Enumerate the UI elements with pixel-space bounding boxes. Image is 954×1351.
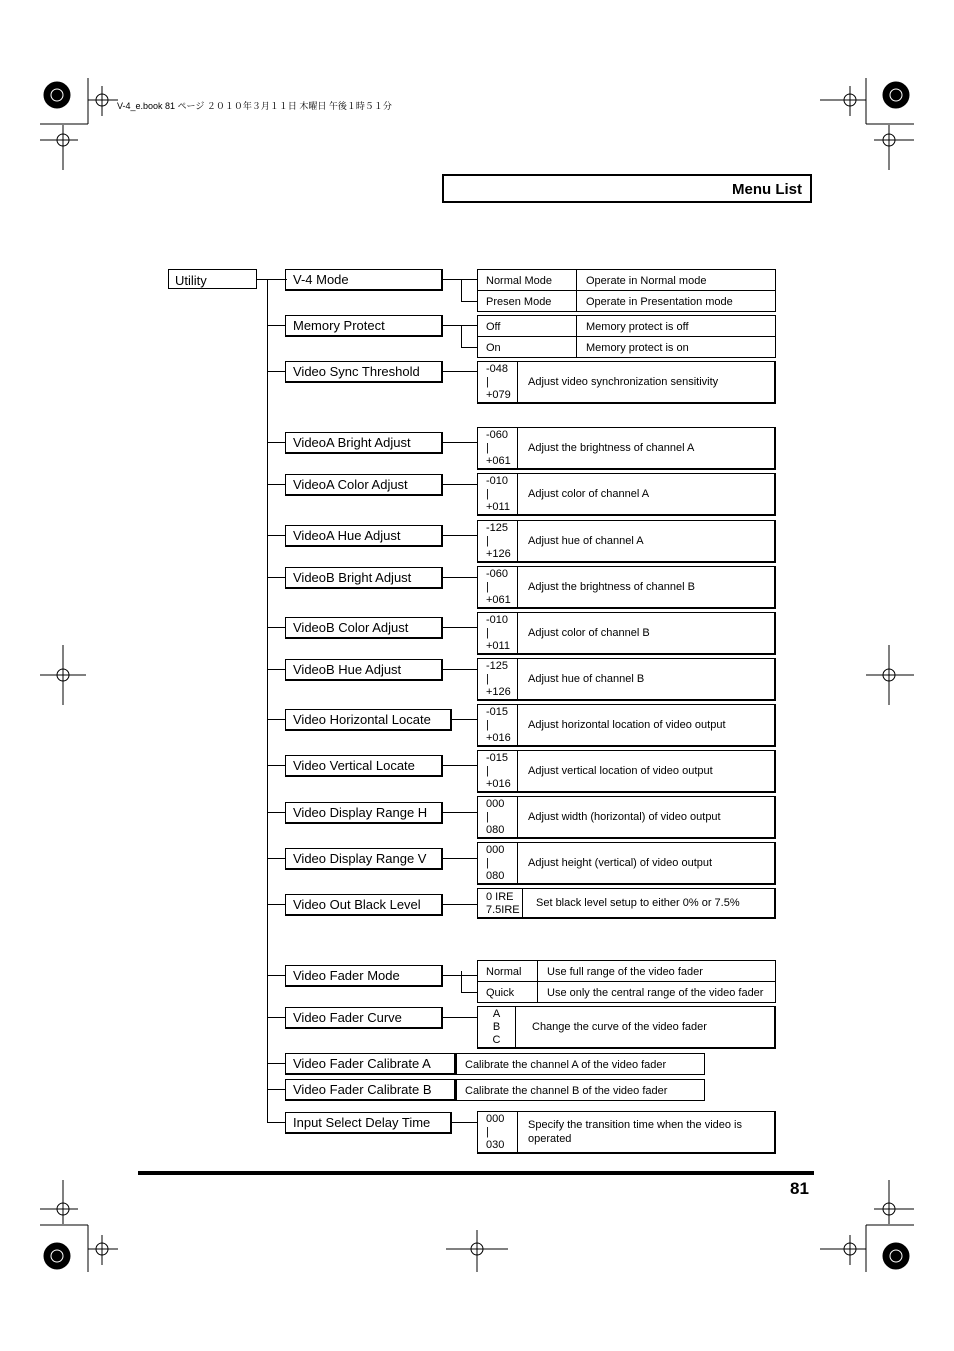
menu-item: Video Fader Calibrate B (285, 1079, 456, 1101)
range-values (478, 474, 518, 514)
range-value: +126 (486, 548, 511, 560)
range-values (478, 843, 518, 883)
option-value: Quick (486, 987, 515, 999)
range-description: Adjust video synchronization sensitivity (528, 376, 719, 388)
range-description: Adjust hue of channel B (528, 673, 645, 685)
menu-item: Video Vertical Locate (285, 755, 443, 777)
range-connector (443, 1017, 477, 1018)
option-divider (537, 982, 538, 1002)
range-values (478, 1112, 518, 1152)
range-values (478, 362, 518, 402)
option-connector (461, 347, 477, 348)
branch-connector (267, 371, 285, 372)
branch-connector (267, 1122, 285, 1123)
option-value: Presen Mode (486, 296, 552, 308)
option-row (477, 960, 776, 982)
option-connector (461, 971, 462, 992)
section-title-box (442, 174, 812, 203)
menu-item: VideoA Hue Adjust (285, 525, 443, 547)
range-value: C (492, 1034, 501, 1046)
range-value: +126 (486, 686, 511, 698)
range-connector (443, 577, 477, 578)
calibrate-description-box (456, 1053, 705, 1075)
range-value: +079 (486, 389, 511, 401)
branch-connector (267, 1017, 285, 1018)
range-box (477, 658, 776, 701)
section-title: Menu List (732, 181, 802, 198)
range-value: | (486, 627, 489, 639)
range-value: 0 IRE (486, 891, 514, 903)
option-connector (443, 279, 477, 280)
option-connector (461, 325, 462, 347)
range-value: | (486, 673, 489, 685)
range-value: 030 (486, 1139, 505, 1151)
range-box (477, 361, 776, 404)
menu-item: Video Display Range H (285, 802, 443, 824)
range-value: -010 (486, 475, 509, 487)
menu-item: Video Horizontal Locate (285, 709, 452, 731)
range-values (478, 613, 518, 653)
branch-connector (267, 535, 285, 536)
tree-trunk (267, 279, 268, 1122)
range-value: -015 (486, 706, 509, 718)
range-value: -060 (486, 568, 509, 580)
range-value: 080 (486, 824, 505, 836)
range-box (477, 520, 776, 563)
menu-item: VideoB Hue Adjust (285, 659, 443, 681)
menu-item: V-4 Mode (285, 269, 443, 291)
branch-connector (267, 904, 285, 905)
range-description: Set black level setup to either 0% or 7.5% (536, 897, 740, 909)
range-description: Adjust color of channel A (528, 488, 650, 500)
range-box (477, 427, 776, 470)
range-value: | (486, 719, 489, 731)
page-number: 81 (790, 1179, 809, 1198)
range-description: Adjust color of channel B (528, 627, 650, 639)
option-connector (461, 279, 462, 301)
branch-connector (267, 719, 285, 720)
range-value: | (486, 376, 489, 388)
range-value: -125 (486, 522, 509, 534)
range-connector (452, 1122, 477, 1123)
print-header: V-4_e.book 81 ページ ２０１０年３月１１日 木曜日 午後１時５１分 (117, 101, 392, 111)
range-value: -125 (486, 660, 509, 672)
range-value: +011 (486, 640, 510, 652)
range-value: | (486, 857, 489, 869)
menu-item: Video Fader Calibrate A (285, 1053, 456, 1075)
range-value: +016 (486, 732, 511, 744)
range-description: Adjust the brightness of channel A (528, 442, 695, 454)
option-divider (576, 291, 577, 311)
branch-connector (267, 1063, 285, 1064)
option-description: Memory protect is off (586, 321, 689, 333)
range-box (477, 1111, 776, 1154)
menu-item: Input Select Delay Time (285, 1112, 452, 1134)
range-value: +061 (486, 594, 511, 606)
option-row (477, 290, 776, 312)
range-value: B (492, 1021, 501, 1033)
branch-connector (267, 627, 285, 628)
range-value: -060 (486, 429, 509, 441)
range-description: Adjust the brightness of channel B (528, 581, 695, 593)
range-value: -048 (486, 363, 509, 375)
option-divider (537, 961, 538, 981)
range-box (477, 612, 776, 655)
menu-item: Video Fader Mode (285, 965, 443, 987)
range-values (478, 797, 518, 837)
range-box (477, 842, 776, 885)
range-value: | (486, 442, 489, 454)
range-box (477, 888, 776, 919)
calibrate-description-box (456, 1079, 705, 1101)
range-value: 000 (486, 798, 505, 810)
menu-item: VideoA Color Adjust (285, 474, 443, 496)
range-value: 7.5IRE (486, 904, 520, 916)
range-box (477, 1006, 776, 1049)
option-description: Use only the central range of the video fader (547, 987, 764, 999)
range-values (478, 705, 518, 745)
range-values (478, 659, 518, 699)
option-row (477, 981, 776, 1003)
option-divider (576, 270, 577, 290)
menu-item: VideoB Color Adjust (285, 617, 443, 639)
branch-connector (267, 325, 285, 326)
calibrate-description: Calibrate the channel B of the video fader (465, 1085, 668, 1097)
range-value: 000 (486, 844, 505, 856)
option-connector (443, 325, 477, 326)
menu-item: Memory Protect (285, 315, 443, 337)
option-connector (461, 992, 477, 993)
option-description: Use full range of the video fader (547, 966, 703, 978)
range-connector (443, 535, 477, 536)
option-description: Operate in Normal mode (586, 275, 707, 287)
range-value: +011 (486, 501, 510, 513)
range-value: | (486, 765, 489, 777)
range-connector (443, 442, 477, 443)
range-value: 000 (486, 1113, 505, 1125)
menu-item: VideoA Bright Adjust (285, 432, 443, 454)
menu-item: VideoB Bright Adjust (285, 567, 443, 589)
option-description: Operate in Presentation mode (586, 296, 733, 308)
range-connector (443, 904, 477, 905)
branch-connector (267, 279, 285, 280)
range-value: A (492, 1008, 501, 1020)
option-value: Normal (486, 966, 522, 978)
range-description: Adjust vertical location of video output (528, 765, 713, 777)
range-description: Adjust horizontal location of video output (528, 719, 726, 731)
branch-connector (267, 1089, 285, 1090)
range-connector (443, 484, 477, 485)
option-divider (576, 316, 577, 336)
option-value: On (486, 342, 501, 354)
range-box (477, 750, 776, 793)
branch-connector (267, 669, 285, 670)
branch-connector (267, 812, 285, 813)
option-row (477, 315, 776, 337)
range-values (478, 1007, 516, 1047)
range-values (478, 751, 518, 791)
menu-root-utility: Utility (168, 269, 257, 289)
range-values (478, 428, 518, 468)
option-value: Off (486, 321, 501, 333)
branch-connector (267, 858, 285, 859)
range-value: 080 (486, 870, 505, 882)
footer-rule (138, 1171, 814, 1175)
range-box (477, 566, 776, 609)
range-value: | (486, 581, 489, 593)
range-description: Adjust hue of channel A (528, 535, 644, 547)
range-value: -015 (486, 752, 509, 764)
range-description: Specify the transition time when the video is operated (528, 1119, 743, 1145)
range-connector (443, 627, 477, 628)
option-description: Memory protect is on (586, 342, 689, 354)
range-value: | (486, 1126, 489, 1138)
menu-item: Video Sync Threshold (285, 361, 443, 383)
range-connector (443, 765, 477, 766)
range-description: Change the curve of the video fader (532, 1021, 707, 1033)
range-value: | (486, 488, 489, 500)
range-values (478, 889, 523, 917)
option-value: Normal Mode (486, 275, 553, 287)
range-description: Adjust width (horizontal) of video output (528, 811, 721, 823)
branch-connector (267, 765, 285, 766)
range-value: -010 (486, 614, 509, 626)
range-connector (443, 858, 477, 859)
branch-connector (267, 484, 285, 485)
range-description: Adjust height (vertical) of video output (528, 857, 713, 869)
range-value: +061 (486, 455, 511, 467)
menu-item: Video Out Black Level (285, 894, 443, 916)
menu-item: Video Display Range V (285, 848, 443, 870)
range-values (478, 521, 518, 561)
range-value: | (486, 535, 489, 547)
range-box (477, 704, 776, 747)
option-connector (443, 975, 477, 976)
range-connector (443, 812, 477, 813)
range-value: | (486, 811, 489, 823)
option-connector (461, 301, 477, 302)
range-connector (443, 669, 477, 670)
range-values (478, 567, 518, 607)
option-row (477, 336, 776, 358)
range-value: +016 (486, 778, 511, 790)
calibrate-description: Calibrate the channel A of the video fader (465, 1059, 667, 1071)
option-row (477, 269, 776, 291)
branch-connector (267, 442, 285, 443)
option-divider (576, 337, 577, 357)
branch-connector (267, 577, 285, 578)
menu-item: Video Fader Curve (285, 1007, 443, 1029)
range-connector (452, 719, 477, 720)
range-box (477, 473, 776, 516)
range-box (477, 796, 776, 839)
branch-connector (267, 975, 285, 976)
range-connector (443, 371, 477, 372)
